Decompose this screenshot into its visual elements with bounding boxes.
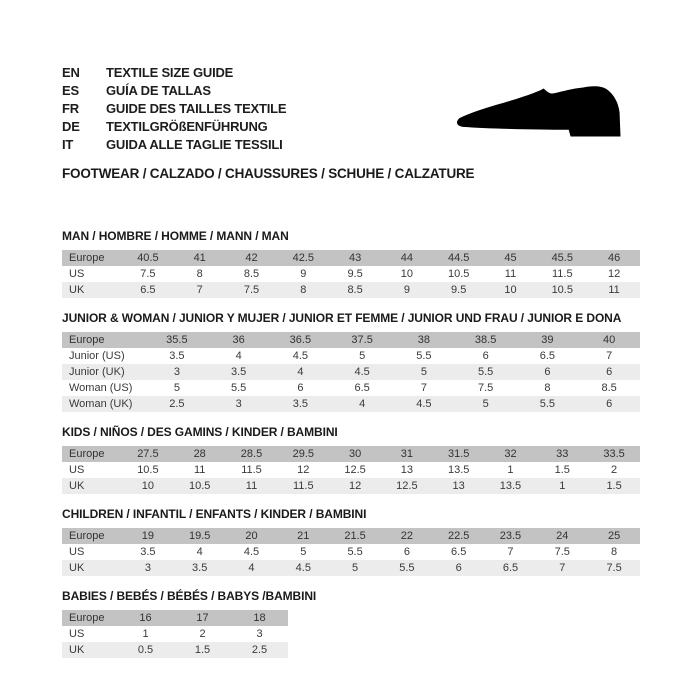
language-label: GUÍA DE TALLAS [106,83,211,98]
size-cell: 5.5 [347,546,363,558]
size-cell: 3.5 [140,546,156,558]
size-cell: 1.5 [554,464,570,476]
size-table-section [62,425,640,494]
table-row [62,380,640,396]
size-cell: 1 [536,478,588,494]
size-cell: 6.5 [539,350,556,362]
row-label: UK [62,642,117,658]
language-code: EN [62,65,80,80]
size-cell: 6 [433,560,485,576]
table-row [62,446,640,462]
size-cell: 5.5 [416,350,432,362]
size-cell: 44 [381,250,433,266]
size-cell: 30 [329,446,381,462]
size-cell: 4 [226,560,278,576]
size-table-title: KIDS / NIÑOS / DES GAMINS / KINDER / BAMBINI [62,425,338,439]
row-label: Woman (UK) [62,396,146,412]
size-cell: 6 [297,382,304,394]
size-cell: 42.5 [277,250,329,266]
size-cell: 11.5 [241,464,262,476]
row-label: Europe [62,332,146,348]
size-cell: 5.5 [381,560,433,576]
size-cell: 43 [329,250,381,266]
table-row [62,348,640,364]
size-table-title: BABIES / BEBÉS / BÉBÉS / BABYS /BAMBINI [62,589,317,603]
language-label: GUIDA ALLE TAGLIE TESSILI [106,137,283,152]
size-cell: 3.5 [270,396,332,412]
size-cell: 10.5 [137,464,159,476]
size-cell: 8 [277,282,329,298]
size-table-section [62,589,640,658]
size-cell: 4.5 [331,364,393,380]
size-cell: 7.5 [477,382,494,394]
size-cell: 29.5 [277,446,329,462]
language-code: IT [62,137,74,152]
size-cell: 1.5 [588,478,640,494]
size-table [62,446,640,494]
size-cell: 11 [226,478,278,494]
size-cell: 0.5 [117,642,174,658]
size-cell: 8 [544,382,551,394]
size-cell: 8.5 [601,382,617,394]
size-cell: 5.5 [517,396,579,412]
size-cell: 39 [517,332,579,348]
row-label: Woman (US) [69,382,133,394]
size-cell: 13 [433,478,485,494]
size-cell: 32 [485,446,537,462]
size-cell: 22.5 [433,528,485,544]
size-cell: 12 [297,464,310,476]
size-cell: 12 [329,478,381,494]
row-label: US [69,268,85,280]
language-label: GUIDE DES TAILLES TEXTILE [106,101,287,116]
size-cell: 4 [196,546,203,558]
size-cell: 22 [381,528,433,544]
size-cell: 20 [226,528,278,544]
size-cell: 3.5 [174,560,226,576]
size-cell: 10 [485,282,537,298]
size-table-title: JUNIOR & WOMAN / JUNIOR Y MUJER / JUNIOR ET FEMME / JUNIOR UND FRAU / JUNIOR E DONA [62,311,622,325]
size-cell: 13.5 [485,478,537,494]
size-cell: 4.5 [393,396,455,412]
size-cell: 4 [270,364,332,380]
size-cell: 37.5 [331,332,393,348]
size-cell: 11.5 [277,478,329,494]
size-cell: 5.5 [455,364,517,380]
size-cell: 3.5 [208,364,270,380]
language-row-en [62,64,640,82]
size-cell: 5 [300,546,307,558]
size-cell: 4.5 [243,546,260,558]
row-label: Europe [62,610,117,626]
size-cell: 19.5 [174,528,226,544]
size-cell: 5 [173,382,180,394]
size-cell: 40 [578,332,640,348]
size-cell: 4 [331,396,393,412]
size-cell: 8 [196,268,203,280]
table-row [62,332,640,348]
size-cell: 16 [117,610,174,626]
size-cell: 6.5 [451,546,467,558]
size-cell: 10.5 [536,282,588,298]
row-label: US [69,628,85,640]
size-cell: 18 [231,610,288,626]
size-cell: 10.5 [174,478,226,494]
size-cell: 5 [329,560,381,576]
size-cell: 3 [146,364,208,380]
size-cell: 28.5 [226,446,278,462]
size-cell: 38.5 [455,332,517,348]
table-row [62,642,288,658]
size-table-section [62,229,640,298]
size-cell: 1 [142,628,149,640]
size-cell: 5 [393,364,455,380]
size-cell: 7.5 [140,268,156,280]
size-cell: 12.5 [381,478,433,494]
size-cell: 5 [455,396,517,412]
table-row [62,626,288,642]
row-label: UK [62,282,122,298]
size-cell: 10 [400,268,413,280]
size-cell: 21.5 [329,528,381,544]
table-row [62,560,640,576]
size-cell: 21 [277,528,329,544]
table-row [62,544,640,560]
size-cell: 40.5 [122,250,174,266]
size-table-section [62,507,640,576]
size-cell: 11.5 [551,268,573,280]
row-label: US [69,546,85,558]
size-table-title: MAN / HOMBRE / HOMME / MANN / MAN [62,229,289,243]
size-cell: 28 [174,446,226,462]
size-cell: 41 [174,250,226,266]
size-cell: 7.5 [588,560,640,576]
size-cell: 9 [381,282,433,298]
size-table [62,528,640,576]
size-cell: 24 [536,528,588,544]
size-cell: 4 [235,350,242,362]
size-cell: 6.5 [485,560,537,576]
size-cell: 19 [122,528,174,544]
table-row [62,396,640,412]
language-code: FR [62,101,79,116]
size-cell: 2.5 [146,396,208,412]
table-row [62,610,288,626]
row-label: UK [62,478,122,494]
size-cell: 7 [507,546,514,558]
table-row [62,282,640,298]
size-cell: 6 [517,364,579,380]
size-cell: 8.5 [329,282,381,298]
size-cell: 36 [208,332,270,348]
size-cell: 7.5 [554,546,570,558]
size-cell: 5 [359,350,366,362]
size-cell: 12 [607,268,621,280]
size-tables [62,229,640,658]
size-table [62,332,640,412]
size-cell: 9.5 [433,282,485,298]
language-row-fr [62,100,640,118]
size-cell: 9 [300,268,307,280]
table-row [62,250,640,266]
size-cell: 13 [400,464,413,476]
language-row-it [62,136,640,154]
size-cell: 6 [578,364,640,380]
size-cell: 6.5 [122,282,174,298]
language-row-es [62,82,640,100]
table-row [62,462,640,478]
size-cell: 25 [588,528,640,544]
size-cell: 45.5 [536,250,588,266]
size-cell: 33 [536,446,588,462]
category-title: FOOTWEAR / CALZADO / CHAUSSURES / SCHUHE / CALZATURE [62,166,475,181]
language-code: DE [62,119,80,134]
language-code: ES [62,83,79,98]
row-label: Europe [62,250,122,266]
size-cell: 6 [482,350,489,362]
size-cell: 38 [393,332,455,348]
language-label: TEXTILGRÖßENFÜHRUNG [106,119,268,134]
row-label: Europe [62,528,122,544]
row-label: Europe [62,446,122,462]
size-cell: 4.5 [277,560,329,576]
row-label: Junior (UK) [62,364,146,380]
size-cell: 31.5 [433,446,485,462]
row-label: Junior (US) [69,350,125,362]
size-cell: 7 [174,282,226,298]
size-cell: 7 [420,382,427,394]
table-row [62,364,640,380]
size-cell: 35.5 [146,332,208,348]
size-cell: 45 [485,250,537,266]
size-cell: 2 [199,628,206,640]
size-table [62,250,640,298]
size-cell: 6.5 [354,382,370,394]
size-table-section [62,311,640,412]
size-cell: 13.5 [447,464,470,476]
size-cell: 6 [403,546,410,558]
row-label: UK [62,560,122,576]
size-cell: 17 [174,610,231,626]
size-cell: 3.5 [169,350,185,362]
size-cell: 3 [122,560,174,576]
size-cell: 1 [507,464,514,476]
language-label: TEXTILE SIZE GUIDE [106,65,234,80]
size-cell: 27.5 [122,446,174,462]
size-cell: 9.5 [347,268,363,280]
size-cell: 3 [208,396,270,412]
table-row [62,478,640,494]
size-cell: 46 [588,250,640,266]
language-list [62,64,640,154]
size-cell: 7 [536,560,588,576]
size-cell: 2.5 [231,642,288,658]
content-column [62,64,640,658]
size-cell: 10 [122,478,174,494]
size-cell: 1.5 [174,642,231,658]
size-cell: 36.5 [270,332,332,348]
size-cell: 10.5 [447,268,470,280]
size-cell: 42 [226,250,278,266]
size-cell: 12.5 [344,464,366,476]
size-cell: 5.5 [230,382,247,394]
size-cell: 31 [381,446,433,462]
size-cell: 7 [606,350,613,362]
size-table-title: CHILDREN / INFANTIL / ENFANTS / KINDER / BAMBINI [62,507,367,521]
size-cell: 11 [588,282,640,298]
size-table [62,610,288,658]
size-cell: 7.5 [226,282,278,298]
size-cell: 2 [611,464,618,476]
size-cell: 44.5 [433,250,485,266]
row-label: US [69,464,85,476]
table-row [62,528,640,544]
size-cell: 23.5 [485,528,537,544]
size-cell: 33.5 [588,446,640,462]
language-row-de [62,118,640,136]
size-cell: 8.5 [243,268,260,280]
size-cell: 11 [504,268,517,280]
size-cell: 3 [256,628,263,640]
size-cell: 8 [611,546,618,558]
table-row [62,266,640,282]
size-cell: 6 [578,396,640,412]
size-cell: 4.5 [292,350,309,362]
size-cell: 11 [193,464,206,476]
